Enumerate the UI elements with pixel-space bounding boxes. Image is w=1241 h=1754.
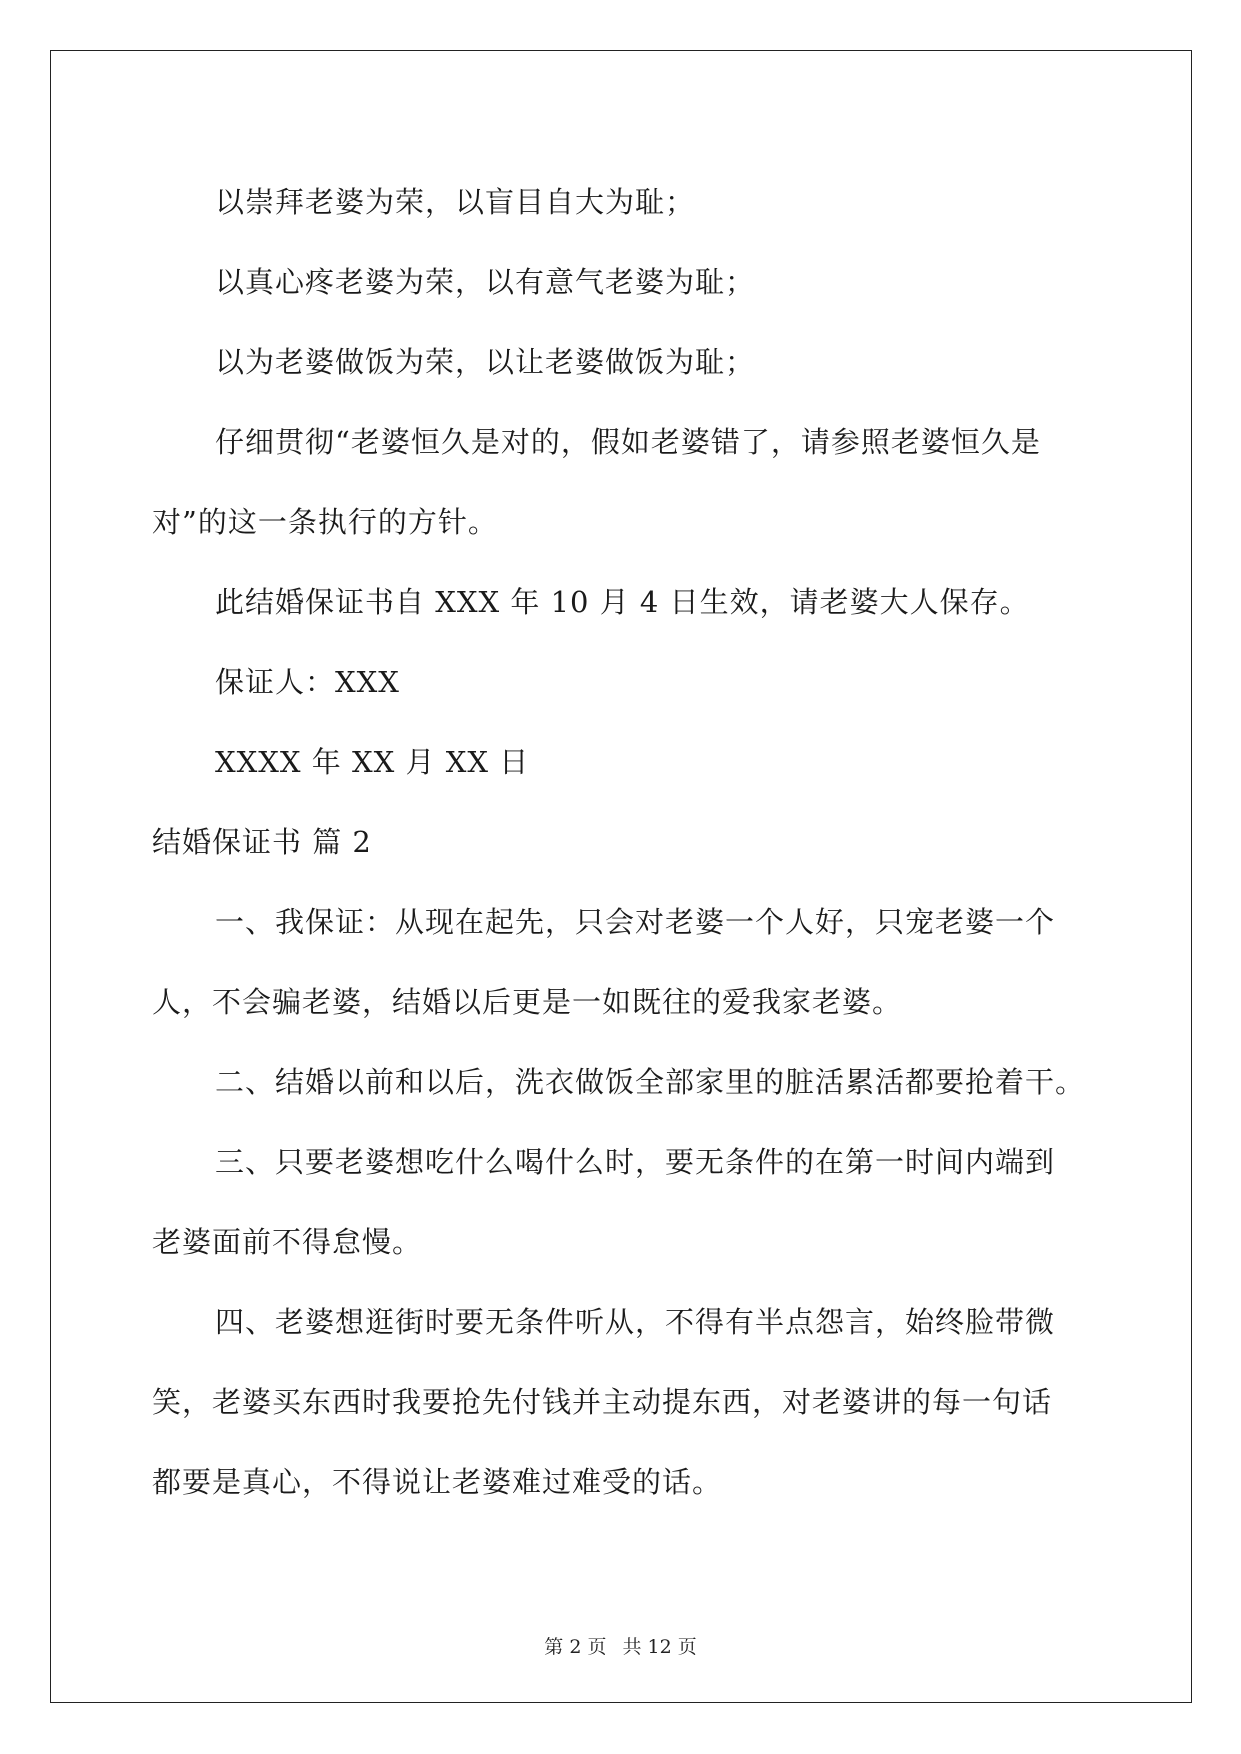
page-number: 第 2 页 <box>544 1636 607 1658</box>
text-line-2: 以真心疼老婆为荣，以有意气老婆为耻； <box>215 265 756 299</box>
text-line-3: 以为老婆做饭为荣，以让老婆做饭为耻； <box>215 345 756 379</box>
text-line-17: 都要是真心，不得说让老婆难过难受的话。 <box>152 1465 723 1499</box>
text-line-1: 以崇拜老婆为荣，以盲目自大为耻； <box>215 185 696 219</box>
text-line-10: 一、我保证：从现在起先，只会对老婆一个人好，只宠老婆一个 <box>215 905 1056 939</box>
text-line-12: 二、结婚以前和以后，洗衣做饭全部家里的脏活累活都要抢着干。 <box>215 1065 1086 1099</box>
text-line-15: 四、老婆想逛街时要无条件听从，不得有半点怨言，始终脸带微 <box>215 1305 1056 1339</box>
text-line-11: 人，不会骗老婆，结婚以后更是一如既往的爱我家老婆。 <box>152 985 903 1019</box>
section-heading: 结婚保证书 篇 2 <box>152 825 372 859</box>
text-line-16: 笑，老婆买东西时我要抢先付钱并主动提东西，对老婆讲的每一句话 <box>152 1385 1053 1419</box>
date-line: XXXX 年 XX 月 XX 日 <box>215 745 530 779</box>
page-total: 共 12 页 <box>622 1636 697 1658</box>
guarantor-line: 保证人：XXX <box>215 665 400 699</box>
document-body <box>152 162 1096 1522</box>
text-line-5: 对”的这一条执行的方针。 <box>152 505 498 539</box>
text-line-6: 此结婚保证书自 XXX 年 10 月 4 日生效，请老婆大人保存。 <box>215 585 1030 619</box>
text-line-13: 三、只要老婆想吃什么喝什么时，要无条件的在第一时间内端到 <box>215 1145 1056 1179</box>
text-line-4: 仔细贯彻“老婆恒久是对的，假如老婆错了，请参照老婆恒久是 <box>215 425 1041 459</box>
text-line-14: 老婆面前不得怠慢。 <box>152 1225 423 1259</box>
page-footer <box>0 1632 1241 1659</box>
